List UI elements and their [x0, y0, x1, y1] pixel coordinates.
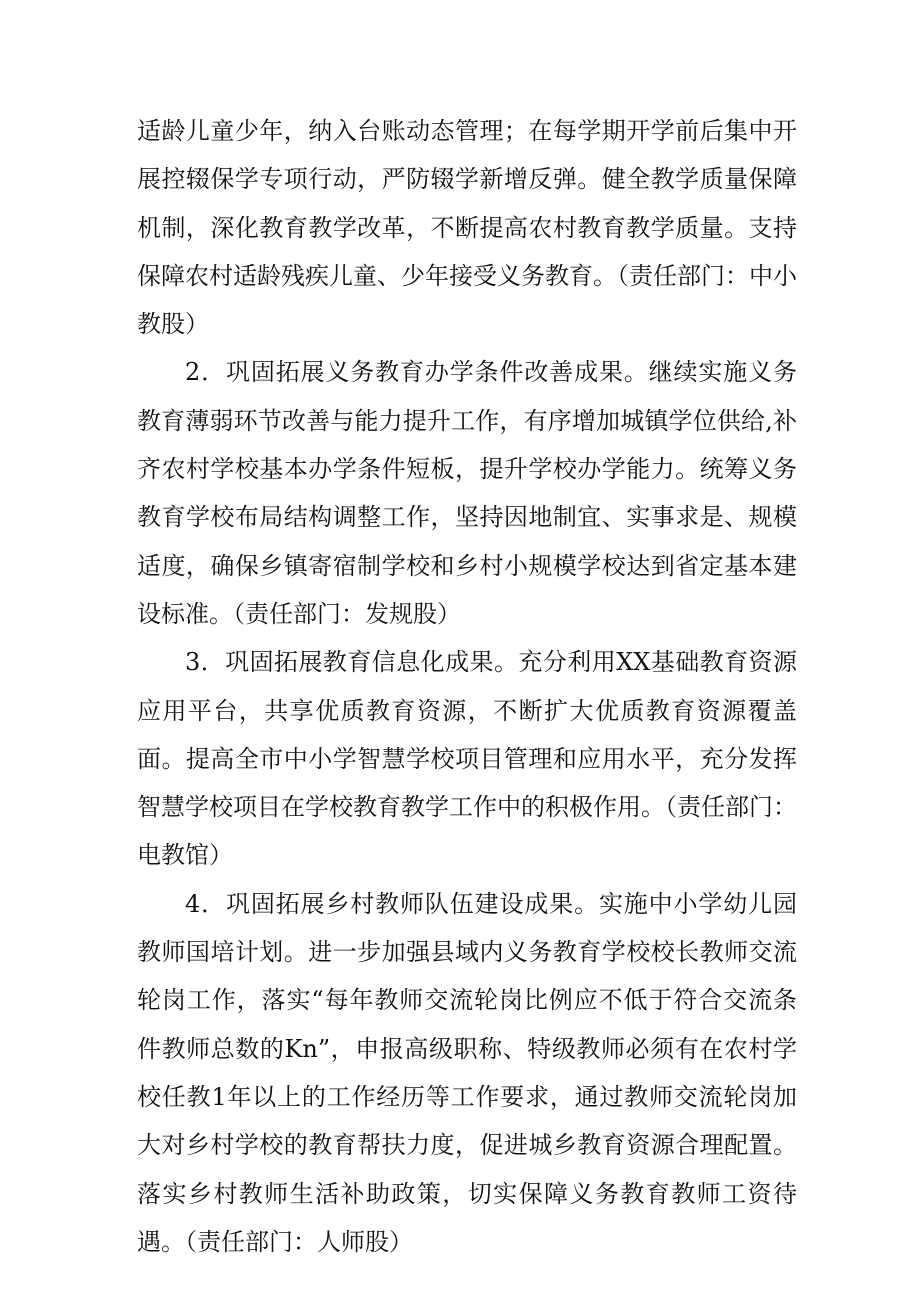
paragraph-item-2: 2．巩固拓展义务教育办学条件改善成果。继续实施义务教育薄弱环节改善与能力提升工作，有序增加城镇学位供给,补齐农村学校基本办学条件短板，提升学校办学能力。统筹义务教育学校布局结构调整工作，坚持因地制宜、实事求是、规模适度，确保乡镇寄宿制学校和乡村小规模学校达到省定基本建设标准。（责任部门：发规股）	[137, 358, 797, 628]
paragraph-item-3: 3．巩固拓展教育信息化成果。充分利用XX基础教育资源应用平台，共享优质教育资源，不断扩大优质教育资源覆盖面。提高全市中小学智慧学校项目管理和应用水平，充分发挥智慧学校项目在学校教育教学工作中的积极作用。（责任部门：电教馆）	[137, 648, 797, 870]
paragraph-item-4: 4．巩固拓展乡村教师队伍建设成果。实施中小学幼儿园教师国培计划。进一步加强县域内义务教育学校校长教师交流轮岗工作，落实“每年教师交流轮岗比例应不低于符合交流条件教师总数的Kn”，申报高级职称、特级教师必须有在农村学校任教1年以上的工作经历等工作要求，通过教师交流轮岗加大对乡村学校的教育帮扶力度，促进城乡教育资源合理配置。落实乡村教师生活补助政策，切实保障义务教育教师工资待遇。（责任部门：人师股）	[137, 889, 797, 1256]
paragraph-intro: 适龄儿童少年，纳入台账动态管理；在每学期开学前后集中开展控辍保学专项行动，严防辍学新增反弹。健全教学质量保障机制，深化教育教学改革，不断提高农村教育教学质量。支持保障农村适龄残疾儿童、少年接受义务教育。（责任部门：中小教股）	[137, 117, 797, 339]
document-body	[137, 107, 797, 1266]
